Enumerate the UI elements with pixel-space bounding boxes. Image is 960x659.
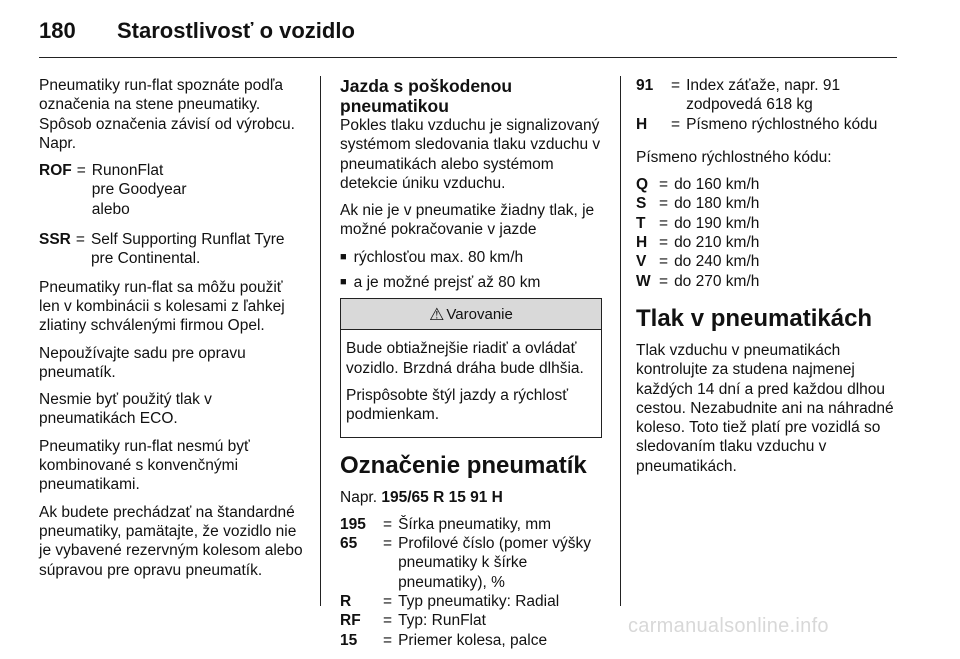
definition-term: 91 xyxy=(636,77,654,94)
speed-code-value: do 180 km/h xyxy=(674,195,760,213)
equals-sign: = xyxy=(659,272,669,290)
definition-desc: Typ: RunFlat xyxy=(398,612,486,630)
definition-desc: Self Supporting Runflat Tyre pre Continental. xyxy=(90,231,285,268)
speed-code-row xyxy=(636,252,904,271)
paragraph: Ak budete prechádzať na štandardné pneumatiky, pamätajte, že vozidlo nie je vybavené rezervným kolesom alebo súpravou pre opravu pneumatík. xyxy=(39,503,303,579)
paragraph: Nepoužívajte sadu pre opravu pneumatík. xyxy=(39,344,246,381)
paragraph: Prispôsobte štýl jazdy a rýchlosť podmienkam. xyxy=(346,386,569,424)
page-number: 180 xyxy=(39,18,76,43)
column-divider xyxy=(320,76,321,606)
definition-list xyxy=(340,515,608,650)
warning-icon: ⚠ xyxy=(429,304,445,324)
definition-desc: Profilové číslo (pomer výšky pneumatiky k šírke pneumatiky), % xyxy=(398,535,592,591)
definition-row xyxy=(340,515,608,534)
example-prefix: Napr. xyxy=(340,488,378,506)
speed-code-value: do 240 km/h xyxy=(674,253,760,271)
definition-row xyxy=(39,230,307,269)
equals-sign: = xyxy=(659,176,669,194)
definition-list xyxy=(636,76,904,134)
paragraph: Pneumatiky run-flat nesmú byť kombinované s konvenčnými pneumatikami. xyxy=(39,437,250,494)
speed-code-letter: W xyxy=(636,272,651,290)
equals-sign: = xyxy=(671,115,681,133)
definition-desc: RunonFlat pre Goodyear alebo xyxy=(91,162,187,218)
paragraph: Nesmie byť použitý tlak v pneumatikách ECO. xyxy=(39,391,212,428)
speed-code-letter: T xyxy=(636,214,646,232)
speed-code-row xyxy=(636,194,904,213)
speed-code-row xyxy=(636,214,904,233)
speed-code-value: do 270 km/h xyxy=(674,272,760,290)
column-3 xyxy=(636,76,904,484)
bullet-icon: ■ xyxy=(340,250,347,263)
warning-header xyxy=(341,299,601,330)
definition-term: 65 xyxy=(340,535,358,553)
equals-sign: = xyxy=(659,253,669,271)
paragraph: Pokles tlaku vzduchu je signalizovaný systémom sledovania tlaku vzduchu v pneumatikách alebo systémom detekcie úniku vzduchu. xyxy=(340,117,601,192)
definition-desc: Typ pneumatiky: Radial xyxy=(398,593,560,611)
speed-code-value: do 160 km/h xyxy=(674,176,760,194)
equals-sign: = xyxy=(383,593,393,611)
definition-term: RF xyxy=(340,612,361,630)
bullet-text: a je možné prejsť až 80 km xyxy=(353,274,541,292)
paragraph: Pneumatiky run-flat spoznáte podľa označenia na stene pneumatiky. Spôsob označenia závisí od výrobcu. Napr. xyxy=(39,77,295,152)
column-2 xyxy=(340,76,608,659)
definition-row xyxy=(340,534,608,592)
example-line xyxy=(340,488,608,507)
speed-code-row xyxy=(636,233,904,252)
paragraph: Pneumatiky run-flat sa môžu použiť len v kombinácii s kolesami z ľahkej zliatiny schválenými firmou Opel. xyxy=(39,278,285,335)
equals-sign: = xyxy=(383,612,393,630)
speed-code-letter: S xyxy=(636,195,647,213)
equals-sign: = xyxy=(76,162,86,180)
bullet-text: rýchlosťou max. 80 km/h xyxy=(353,248,524,266)
example-code: 195/65 R 15 91 H xyxy=(381,488,503,506)
page-title: Starostlivosť o vozidlo xyxy=(117,18,355,43)
definition-term: SSR xyxy=(39,231,71,249)
equals-sign: = xyxy=(659,214,669,232)
equals-sign: = xyxy=(383,515,393,533)
speed-code-letter: H xyxy=(636,234,648,252)
paragraph: Písmeno rýchlostného kódu: xyxy=(636,148,832,166)
definition-row xyxy=(340,592,608,611)
speed-code-letter: Q xyxy=(636,176,649,194)
warning-body xyxy=(341,330,601,436)
definition-desc: Priemer kolesa, palce xyxy=(398,631,548,649)
speed-code-list xyxy=(636,175,904,291)
bullet-item xyxy=(340,248,608,267)
header-divider xyxy=(39,57,897,58)
paragraph: Tlak vzduchu v pneumatikách kontrolujte za studena najmenej každých 14 dní a pred každou dlhou cestou. Nezabudnite ani na náhradné koleso. Toto tiež platí pre vozidlá so sledovaním tlaku vzduchu v pneumatikách. xyxy=(636,341,894,475)
definition-desc: Index záťaže, napr. 91 zodpovedá 618 kg xyxy=(686,77,841,114)
equals-sign: = xyxy=(383,535,393,553)
definition-term: 15 xyxy=(340,631,358,649)
bullet-item xyxy=(340,273,608,292)
equals-sign: = xyxy=(383,631,393,649)
definition-term: 195 xyxy=(340,515,366,533)
page-header xyxy=(0,0,960,58)
speed-code-row xyxy=(636,272,904,291)
definition-list xyxy=(39,161,307,268)
definition-row xyxy=(340,611,608,630)
definition-term: R xyxy=(340,593,352,611)
watermark: carmanualsonline.info xyxy=(628,615,829,637)
definition-term: ROF xyxy=(39,162,72,180)
equals-sign: = xyxy=(671,77,681,94)
paragraph: Ak nie je v pneumatike žiadny tlak, je možné pokračovanie v jazde xyxy=(340,202,595,239)
section-heading: Označenie pneumatík xyxy=(340,451,587,479)
definition-term: H xyxy=(636,115,648,133)
definition-desc: Písmeno rýchlostného kódu xyxy=(686,115,878,133)
speed-code-value: do 190 km/h xyxy=(674,214,760,232)
bullet-icon: ■ xyxy=(340,276,347,289)
paragraph: Bude obtiažnejšie riadiť a ovládať vozidlo. Brzdná dráha bude dlhšia. xyxy=(346,340,584,377)
section-heading: Tlak v pneumatikách xyxy=(636,304,873,332)
definition-row xyxy=(636,76,904,115)
definition-row xyxy=(39,161,189,219)
subsection-heading: Jazda s poškodenou pneumatikou xyxy=(340,76,513,116)
equals-sign: = xyxy=(75,231,85,249)
definition-row xyxy=(636,115,904,134)
definition-desc: Šírka pneumatiky, mm xyxy=(398,515,552,533)
equals-sign: = xyxy=(659,195,669,213)
equals-sign: = xyxy=(659,234,669,252)
speed-code-row xyxy=(636,175,904,194)
definition-row xyxy=(340,631,608,650)
column-1 xyxy=(39,76,307,588)
warning-title: Varovanie xyxy=(446,305,513,323)
warning-box xyxy=(340,298,602,437)
speed-code-letter: V xyxy=(636,253,647,271)
speed-code-value: do 210 km/h xyxy=(674,234,760,252)
column-divider xyxy=(620,76,621,606)
